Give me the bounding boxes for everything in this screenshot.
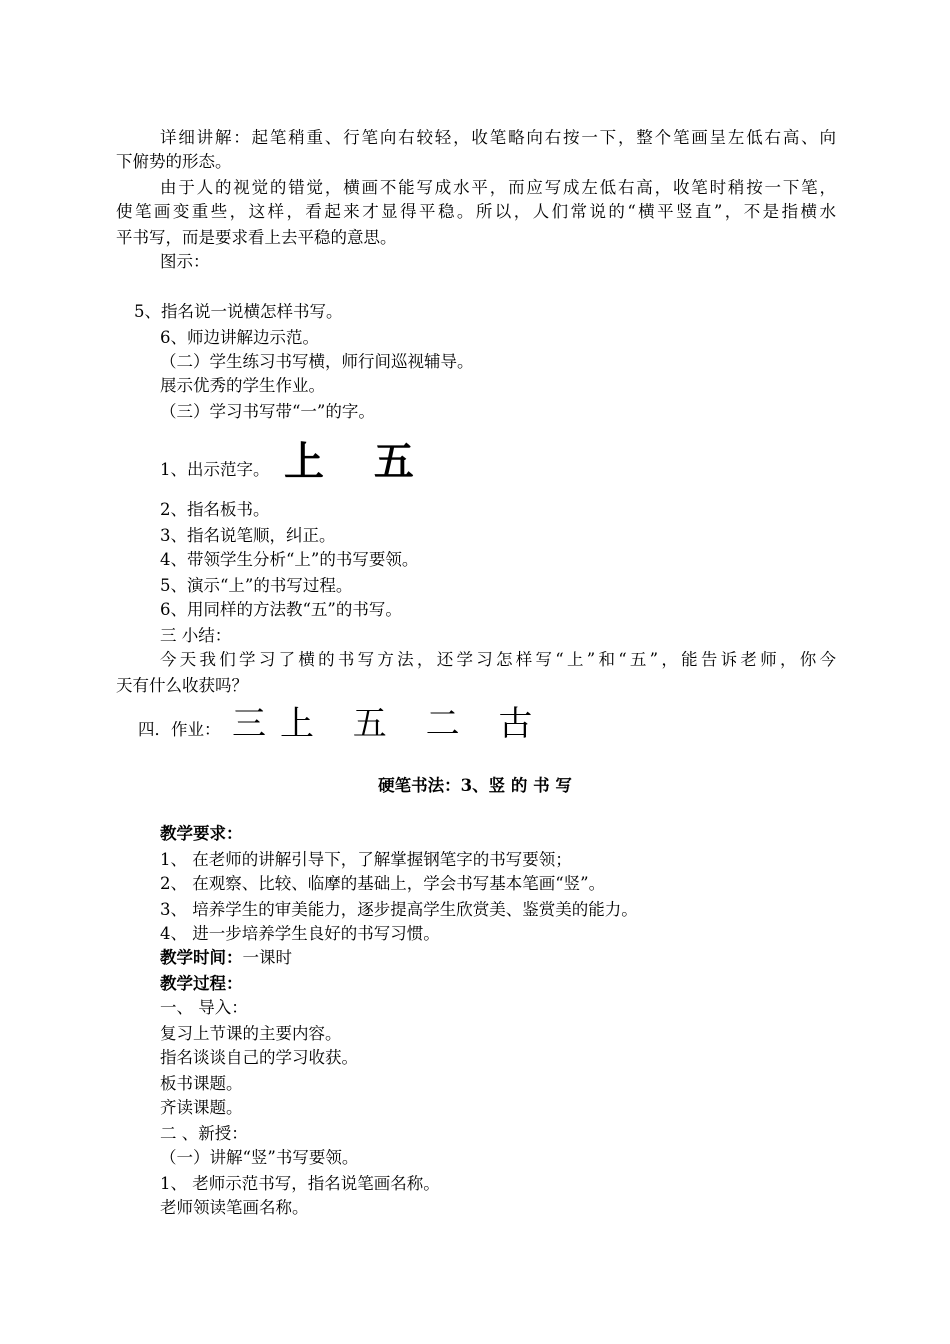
- paragraph-line: 天有什么收获吗？: [116, 676, 248, 695]
- list-item: 2、 在观察、比较、临摩的基础上，学会书写基本笔画“竖”。: [160, 874, 606, 893]
- paragraph-line: 今天我们学习了横的书写方法，还学习怎样写“上”和“五”，能告诉老师，你今: [160, 650, 836, 669]
- homework-characters: 三上 五 二 古: [232, 704, 547, 744]
- list-item: 老师领读笔画名称。: [160, 1198, 309, 1217]
- section-heading: （一）讲解“竖”书写要领。: [160, 1148, 359, 1167]
- section-heading: 三 小结：: [160, 626, 232, 645]
- teaching-time-label: 教学时间：: [160, 948, 243, 967]
- list-item: 4、带领学生分析“上”的书写要领。: [160, 550, 419, 569]
- list-item: 2、指名板书。: [160, 500, 270, 519]
- list-item: 齐读课题。: [160, 1098, 243, 1117]
- list-item: 5、演示“上”的书写过程。: [160, 576, 353, 595]
- list-item: 1、 老师示范书写，指名说笔画名称。: [160, 1174, 440, 1193]
- list-item-label: 1、出示范字。: [160, 460, 270, 479]
- list-item: 复习上节课的主要内容。: [160, 1024, 342, 1043]
- list-item: 6、用同样的方法教“五”的书写。: [160, 600, 402, 619]
- section-heading: 一、 导入：: [160, 998, 248, 1017]
- teaching-time-value: 一课时: [242, 948, 292, 967]
- paragraph-line: 平书写，而是要求看上去平稳的意思。: [116, 228, 397, 247]
- section-heading: （二）学生练习书写横，师行间巡视辅导。: [160, 352, 474, 371]
- lesson-title: 硬笔书法：3、竖 的 书 写: [378, 776, 572, 795]
- figure-label: 图示：: [160, 252, 210, 271]
- list-item: 4、 进一步培养学生良好的书写习惯。: [160, 924, 440, 943]
- section-heading: （三）学习书写带“一”的字。: [160, 402, 375, 421]
- paragraph-line: 由于人的视觉的错觉，横画不能写成水平，而应写成左低右高，收笔时稍按一下笔，: [160, 178, 836, 197]
- section-heading: 二 、新授：: [160, 1124, 248, 1143]
- list-item: 板书课题。: [160, 1074, 243, 1093]
- list-item: 1、 在老师的讲解引导下，了解掌握钢笔字的书写要领；: [160, 850, 572, 869]
- paragraph-line: 使笔画变重些，这样，看起来才显得平稳。所以，人们常说的“横平竖直”，不是指横水: [116, 202, 836, 221]
- list-item: 3、 培养学生的审美能力，逐步提高学生欣赏美、鉴赏美的能力。: [160, 900, 638, 919]
- section-heading: 教学过程：: [160, 974, 243, 993]
- paragraph-line: 详细讲解：起笔稍重、行笔向右较轻，收笔略向右按一下，整个笔画呈左低右高、向: [160, 128, 836, 147]
- list-item: 指名谈谈自己的学习收获。: [160, 1048, 358, 1067]
- section-heading: 教学要求：: [160, 824, 243, 843]
- list-item: 5、指名说一说横怎样书写。: [134, 302, 343, 321]
- list-item: 展示优秀的学生作业。: [160, 376, 325, 395]
- list-item: 6、师边讲解边示范。: [160, 328, 319, 347]
- teaching-time: [160, 946, 292, 970]
- paragraph-line: 下俯势的形态。: [116, 152, 232, 171]
- sample-characters: 上 五: [284, 439, 432, 485]
- homework-label: 四．作业：: [138, 720, 221, 739]
- list-item: 3、指名说笔顺，纠正。: [160, 526, 336, 545]
